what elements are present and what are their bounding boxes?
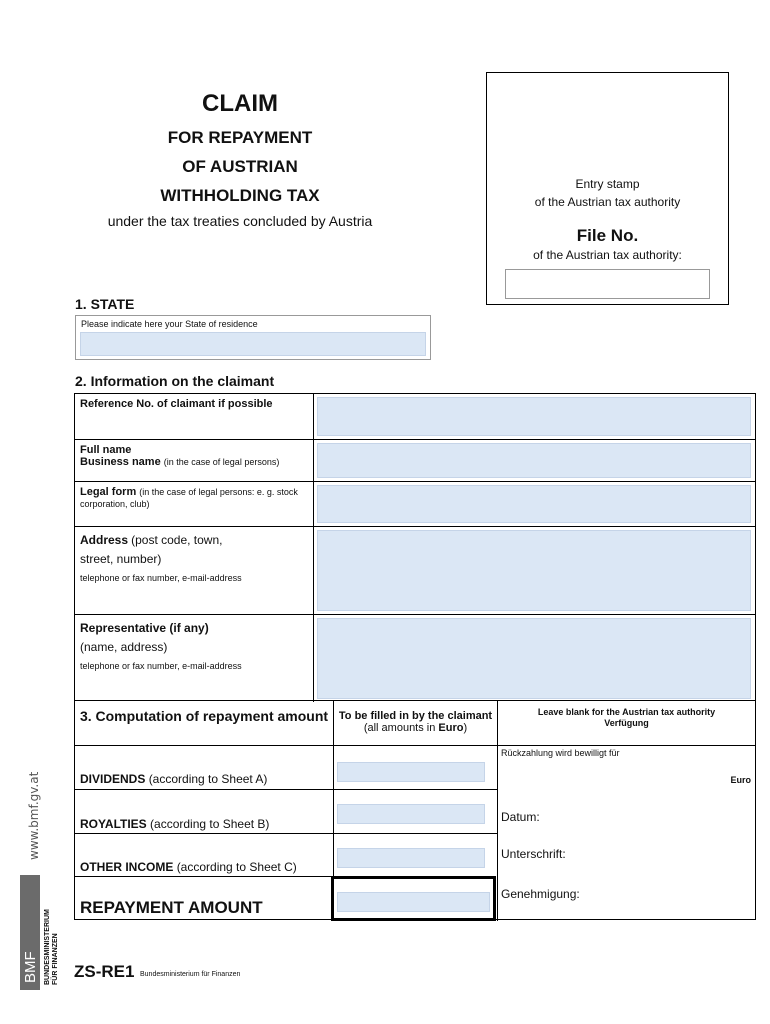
logo-text: BMF — [22, 951, 39, 983]
royalties-input[interactable] — [337, 804, 485, 824]
title-line-2: OF AUSTRIAN — [182, 157, 298, 176]
other-income-label — [80, 860, 297, 874]
footer-ministry: Bundesministerium für Finanzen — [140, 971, 241, 978]
genehmigung-label: Genehmigung: — [501, 887, 580, 901]
claimant-col-euro: Euro — [438, 722, 464, 734]
fullname-text: Full name — [80, 444, 132, 456]
address-note-2: street, number) — [80, 552, 162, 566]
form-code: ZS-RE1 — [74, 962, 135, 981]
computation-heading: 3. Computation of repayment amount — [79, 708, 329, 724]
repayment-amount-label: REPAYMENT AMOUNT — [80, 898, 263, 917]
claimant-col-note: (all amounts in — [363, 722, 439, 734]
legal-text: Legal form — [80, 486, 137, 498]
url-text: www.bmf.gv.at — [27, 771, 41, 860]
representative-input[interactable] — [317, 618, 751, 699]
file-no-input[interactable] — [505, 269, 710, 299]
table-row — [75, 526, 755, 614]
claimant-col-close: ) — [463, 722, 468, 734]
legal-form-label — [80, 486, 310, 510]
address-note-3: telephone or fax number, e-mail-address — [80, 573, 242, 583]
reference-label: Reference No. of claimant if possible — [80, 398, 273, 410]
reference-input[interactable] — [317, 397, 751, 436]
section-claimant-heading: 2. Information on the claimant — [75, 373, 275, 389]
state-hint: Please indicate here your State of residence — [81, 319, 258, 329]
form-subtitle: under the tax treaties concluded by Austria — [107, 213, 373, 229]
legal-form-input[interactable] — [317, 485, 751, 523]
dividends-label — [80, 772, 267, 786]
rep-note-2: telephone or fax number, e-mail-address — [80, 661, 242, 671]
dividends-input[interactable] — [337, 762, 485, 782]
state-input[interactable] — [80, 332, 426, 356]
entry-stamp-box — [486, 72, 729, 305]
file-no-label: File No. — [576, 226, 639, 245]
legal-note: (in the case of legal persons: e. g. stock corporation, club) — [80, 487, 298, 509]
title-line-1: FOR REPAYMENT — [167, 128, 313, 147]
stamp-line-1: Entry stamp — [575, 177, 640, 191]
royalties-text: ROYALTIES — [80, 817, 147, 831]
dividends-note: (according to Sheet A) — [148, 772, 268, 786]
authority-col-header — [497, 701, 755, 745]
claimant-col-header — [333, 701, 497, 745]
file-no-sub: of the Austrian tax authority: — [533, 248, 682, 262]
claimant-col-bold: To be filled in by the claimant — [338, 710, 493, 722]
address-note: (post code, town, — [131, 533, 223, 547]
authority-col-line-1: Leave blank for the Austrian tax authority — [537, 707, 716, 717]
computation-table — [74, 700, 756, 920]
ministry-line-2: FÜR FINANZEN — [52, 933, 59, 985]
repayment-amount-input[interactable] — [337, 892, 490, 912]
rep-note: (name, address) — [80, 640, 168, 654]
datum-label: Datum: — [501, 810, 540, 824]
table-row — [75, 481, 755, 526]
authority-col-line-2: Verfügung — [604, 718, 649, 728]
fullname-input[interactable] — [317, 443, 751, 478]
claimant-table — [74, 393, 756, 701]
representative-label — [80, 619, 310, 675]
bmf-logo — [20, 875, 80, 990]
rueckzahlung-text: Rückzahlung wird bewilligt für — [501, 748, 620, 758]
section-state-heading: 1. STATE — [75, 296, 135, 312]
business-text: Business name — [80, 456, 161, 468]
ministry-line-1: BUNDESMINISTERIUM — [44, 909, 51, 985]
table-row — [75, 394, 755, 439]
table-row — [75, 614, 755, 702]
other-income-text: OTHER INCOME — [80, 860, 174, 874]
state-box — [75, 315, 431, 360]
royalties-note: (according to Sheet B) — [150, 817, 270, 831]
address-label — [80, 531, 310, 587]
fullname-label — [80, 444, 310, 468]
address-input[interactable] — [317, 530, 751, 611]
other-income-note: (according to Sheet C) — [176, 860, 297, 874]
rep-text: Representative (if any) — [80, 621, 209, 635]
dividends-text: DIVIDENDS — [80, 772, 146, 786]
stamp-line-2: of the Austrian tax authority — [534, 195, 681, 209]
euro-label: Euro — [730, 775, 751, 785]
unterschrift-label: Unterschrift: — [501, 847, 566, 861]
business-note: (in the case of legal persons) — [163, 457, 280, 467]
address-text: Address — [80, 533, 129, 547]
form-title: CLAIM — [202, 90, 278, 117]
bmf-url[interactable] — [14, 760, 44, 870]
table-row — [75, 439, 755, 481]
royalties-label — [80, 817, 269, 831]
title-line-3: WITHHOLDING TAX — [160, 186, 320, 205]
other-income-input[interactable] — [337, 848, 485, 868]
